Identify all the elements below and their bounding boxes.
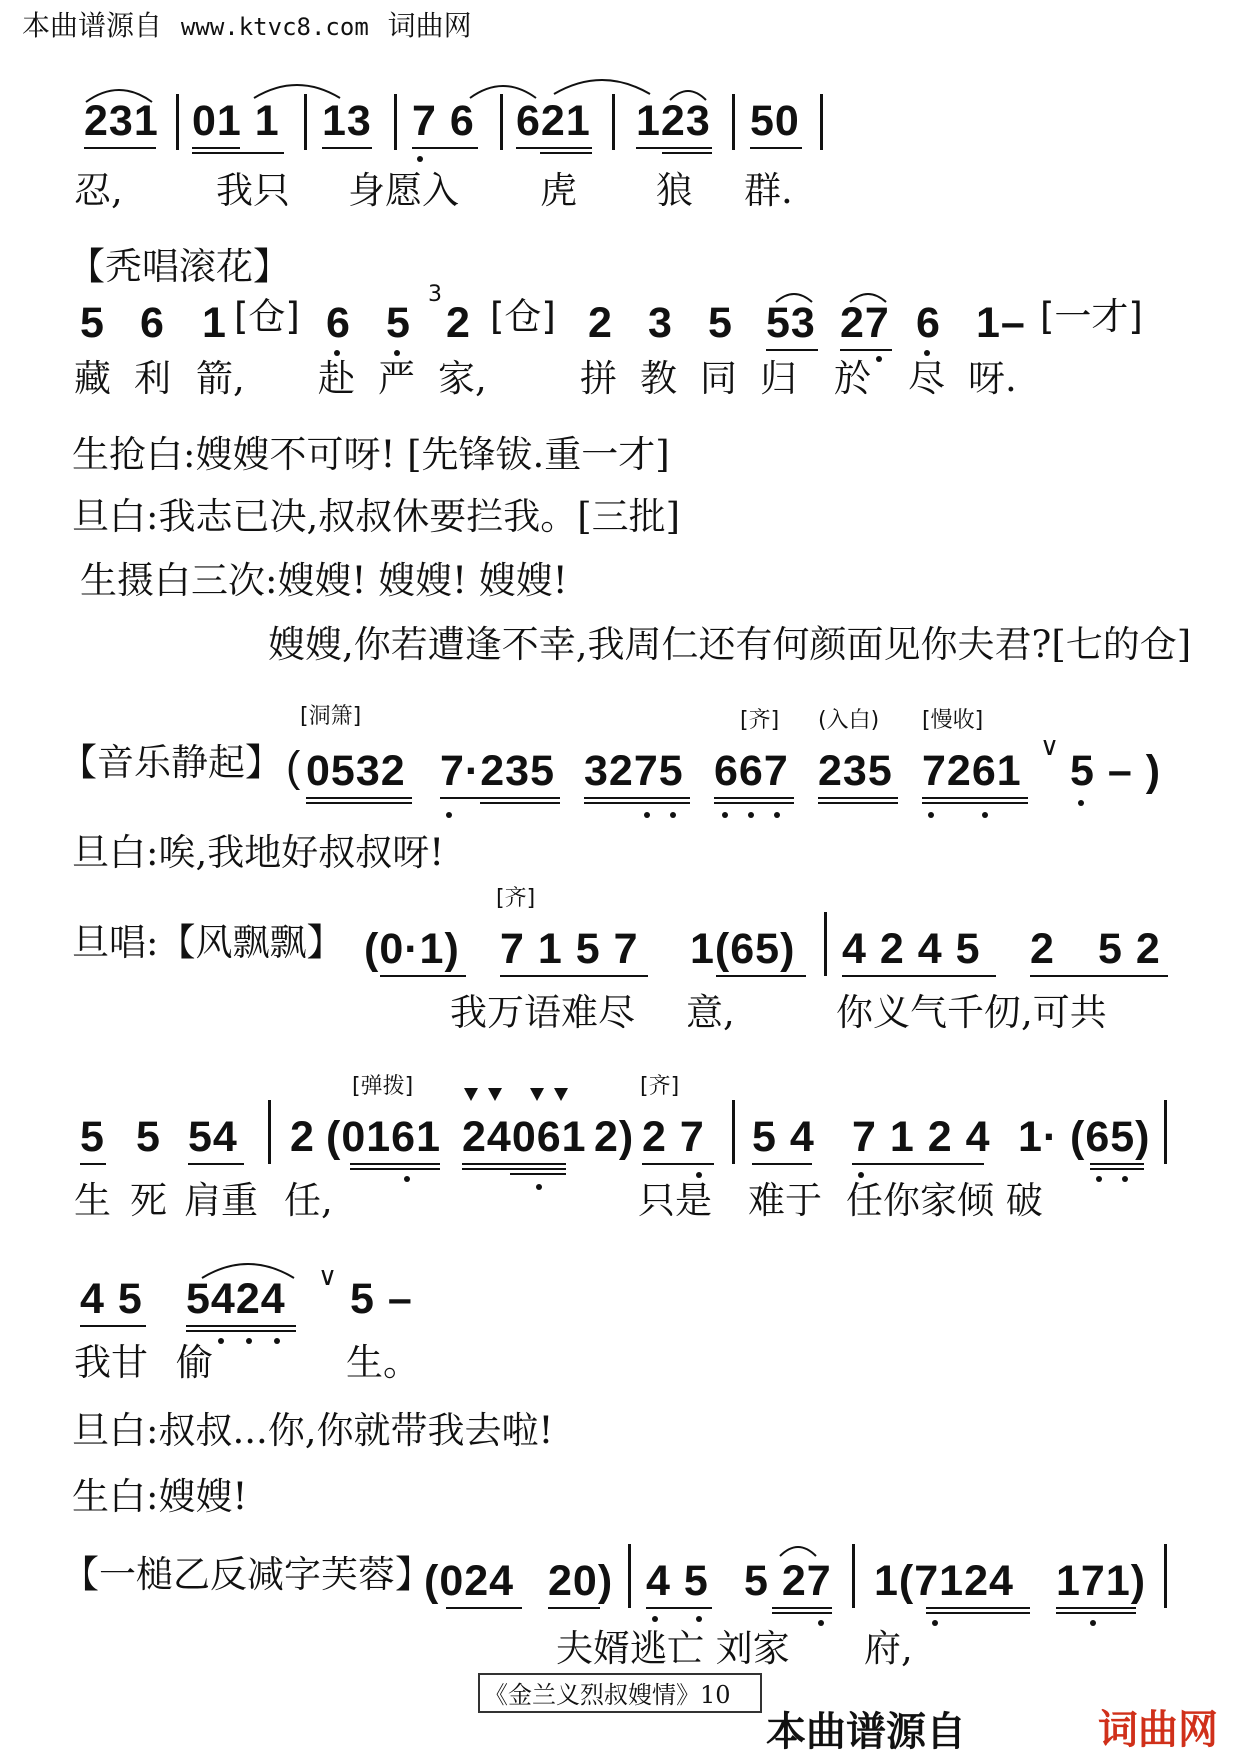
- beam: [1030, 975, 1168, 977]
- note-group: 54: [188, 1113, 238, 1161]
- note-group: 5 2: [1098, 925, 1161, 973]
- beam: [186, 1330, 296, 1332]
- lyric: 藏: [74, 357, 111, 400]
- barline: [824, 912, 827, 976]
- dialogue-line: 旦白:我志已决,叔叔休要拦我。[三批]: [72, 495, 681, 538]
- slur: [778, 1540, 818, 1558]
- low-dot: [1078, 800, 1084, 806]
- barline: [176, 94, 179, 150]
- beam: [714, 797, 794, 799]
- lyric: 呀.: [968, 357, 1017, 400]
- note-group: (024: [424, 1557, 515, 1605]
- percussion-mark: [一才]: [1040, 295, 1143, 338]
- beam: [80, 1325, 146, 1327]
- low-dot: [417, 156, 423, 162]
- low-dot: [652, 1616, 658, 1622]
- note-group: 7 1 5 7: [500, 925, 639, 973]
- beam: [646, 1607, 712, 1609]
- note-group: 235: [818, 747, 893, 795]
- beam: [446, 1607, 522, 1609]
- beam: [1056, 1612, 1136, 1614]
- instrument-mark: [弹拨]: [352, 1074, 414, 1099]
- section-title: 【音乐静起】: [60, 741, 282, 784]
- lyric: 府,: [864, 1627, 913, 1670]
- instrument-mark: [洞箫]: [300, 704, 362, 729]
- percussion-mark: [仓]: [234, 295, 300, 338]
- note-group: 27: [840, 299, 890, 347]
- low-dot: [924, 350, 930, 356]
- note: 1–: [976, 299, 1026, 347]
- lyric: 赴: [318, 357, 355, 400]
- section-title: 【秃唱滚花】: [68, 245, 290, 288]
- beam: [818, 802, 898, 804]
- beam: [852, 1163, 984, 1165]
- lyric: 生: [74, 1179, 111, 1222]
- accent-mark: [488, 1088, 502, 1101]
- beam: [306, 797, 412, 799]
- beam: [752, 1163, 812, 1165]
- note-group: 2 7: [642, 1113, 705, 1161]
- note-group: 0532: [306, 747, 406, 795]
- note-group: 01 1: [192, 97, 280, 145]
- low-dot: [818, 1620, 824, 1626]
- accent-mark: [464, 1088, 478, 1101]
- lyric: 我万语难尽: [450, 991, 635, 1034]
- beam: [922, 797, 1028, 799]
- lyric: 你义气千仞,可共: [836, 991, 1107, 1034]
- low-dot: [274, 1338, 280, 1344]
- accent-mark: [530, 1088, 544, 1101]
- beam: [192, 152, 284, 154]
- note-group: 1(65): [690, 925, 796, 973]
- dialogue-line: 生抢白:嫂嫂不可呀! [先锋钹.重一才]: [72, 433, 670, 476]
- low-dot: [858, 1172, 864, 1178]
- barline: [1164, 1544, 1167, 1608]
- beam: [926, 1612, 1030, 1614]
- lyric: 虎: [540, 169, 577, 212]
- beam: [186, 1325, 296, 1327]
- beam: [818, 797, 898, 799]
- low-dot: [404, 1176, 410, 1182]
- paren: (: [286, 743, 302, 791]
- lyric: 任,: [284, 1179, 333, 1222]
- section-label: 旦唱:【风飘飘】: [72, 921, 344, 964]
- barline: [628, 1544, 631, 1608]
- footer-book-title: 《金兰义烈叔嫂情》10: [484, 1681, 731, 1709]
- barline: [268, 1100, 271, 1164]
- lyric: 任你家倾 破: [846, 1179, 1043, 1222]
- low-dot: [774, 812, 780, 818]
- note-group: 5 –: [350, 1275, 413, 1323]
- note-group: 171): [1056, 1557, 1147, 1605]
- header-url[interactable]: www.ktvc8.com: [180, 13, 369, 41]
- note-group: 621: [516, 97, 591, 145]
- lyric: 同: [700, 357, 737, 400]
- beam: [750, 147, 802, 149]
- barline: [820, 94, 823, 150]
- lyric: 利: [134, 357, 171, 400]
- beam: [380, 975, 466, 977]
- low-dot: [670, 812, 676, 818]
- low-dot: [1122, 1176, 1128, 1182]
- lyric: 难于: [748, 1179, 822, 1222]
- note-group: 2): [594, 1113, 635, 1161]
- note-group: 4 2 4 5: [842, 925, 981, 973]
- lyric: 我只: [216, 169, 290, 212]
- instrument-mark: (入白): [818, 708, 880, 733]
- lyric: 拼: [580, 357, 617, 400]
- note: 2: [446, 299, 471, 347]
- note-group: 4 5: [646, 1557, 709, 1605]
- beam: [188, 1163, 244, 1165]
- dialogue-line: 生摄白三次:嫂嫂! 嫂嫂! 嫂嫂!: [80, 559, 568, 602]
- note-group: 24061: [462, 1113, 587, 1161]
- slur: [552, 72, 652, 96]
- beam: [842, 975, 996, 977]
- section-title: 【一槌乙反减字芙蓉】: [62, 1553, 432, 1596]
- barline: [732, 94, 735, 150]
- barline: [732, 1100, 735, 1164]
- lyric: 家,: [438, 357, 487, 400]
- beam: [662, 152, 712, 154]
- note: 2: [1030, 925, 1055, 973]
- low-dot: [1090, 1620, 1096, 1626]
- beam: [772, 1612, 832, 1614]
- instrument-mark: [齐]: [640, 1074, 680, 1099]
- note-group: 7 1 2 4: [852, 1113, 991, 1161]
- note-group: 3275: [584, 747, 684, 795]
- beam: [766, 349, 818, 351]
- watermark-text: 本曲谱源自: [766, 1709, 966, 1755]
- note-group: 1·: [1018, 1113, 1059, 1161]
- note-group: (0·1): [364, 925, 460, 973]
- note: 6: [916, 299, 941, 347]
- note: 6: [326, 299, 351, 347]
- low-dot: [928, 812, 934, 818]
- barline: [394, 94, 397, 150]
- low-dot: [748, 812, 754, 818]
- beam: [412, 147, 478, 149]
- beam: [510, 1173, 566, 1175]
- low-dot: [696, 1172, 702, 1178]
- dialogue-line: 生白:嫂嫂!: [72, 1475, 248, 1518]
- barline: [612, 94, 615, 150]
- note: 5: [80, 299, 105, 347]
- beam: [350, 1163, 440, 1165]
- low-dot: [696, 1616, 702, 1622]
- dialogue-line: 旦白:唉,我地好叔叔呀!: [72, 831, 445, 874]
- lyric: 严: [378, 357, 415, 400]
- low-dot: [644, 812, 650, 818]
- lyric: 身愿入: [348, 169, 459, 212]
- barline: [304, 94, 307, 150]
- instrument-mark: [齐]: [740, 708, 780, 733]
- note-group: 5 27: [744, 1557, 832, 1605]
- note: 5: [136, 1113, 161, 1161]
- note-group: (0161: [326, 1113, 441, 1161]
- barline: [852, 1544, 855, 1608]
- beam: [1090, 1163, 1144, 1165]
- low-dot: [334, 350, 340, 356]
- barline: [1164, 1100, 1167, 1164]
- note-group: 231: [84, 97, 159, 145]
- beam: [500, 975, 648, 977]
- note-group: 4 5: [80, 1275, 143, 1323]
- beam: [714, 802, 794, 804]
- lyric: 尽: [908, 357, 945, 400]
- note: 5: [708, 299, 733, 347]
- note-group: 5 – ): [1070, 747, 1162, 795]
- note-group: 13: [322, 97, 372, 145]
- beam: [922, 802, 1028, 804]
- lyric: 箭,: [196, 357, 245, 400]
- watermark-brand: 词曲网: [1098, 1707, 1218, 1753]
- note-group: (65): [1070, 1113, 1151, 1161]
- lyric: 群.: [744, 169, 793, 212]
- dialogue-line: 旦白:叔叔...你,你就带我去啦!: [72, 1409, 554, 1452]
- note: 6: [140, 299, 165, 347]
- note-group: 7 6: [412, 97, 475, 145]
- beam: [1056, 1607, 1136, 1609]
- low-dot: [246, 1338, 252, 1344]
- grace-note: 3: [428, 282, 442, 307]
- beam: [642, 1163, 714, 1165]
- low-dot: [982, 812, 988, 818]
- beam: [84, 147, 156, 149]
- low-dot: [536, 1184, 542, 1190]
- instrument-mark: [慢收]: [922, 708, 984, 733]
- beam: [480, 802, 560, 804]
- breath-mark: ∨: [1040, 732, 1060, 762]
- note: 2: [290, 1113, 315, 1161]
- low-dot: [218, 1338, 224, 1344]
- beam: [540, 152, 592, 154]
- lyric: 肩重: [184, 1179, 258, 1222]
- lyric: 夫婿逃亡 刘家: [556, 1627, 790, 1670]
- percussion-mark: [仓]: [490, 295, 556, 338]
- lyric: 我甘: [74, 1341, 148, 1384]
- beam: [306, 802, 412, 804]
- header-brand: 词曲网: [387, 9, 472, 42]
- beam: [840, 349, 892, 351]
- low-dot: [722, 812, 728, 818]
- lyric: 忍,: [74, 169, 123, 212]
- barline: [500, 94, 503, 150]
- note: 3: [648, 299, 673, 347]
- lyric: 只是: [638, 1179, 712, 1222]
- beam: [636, 147, 712, 149]
- beam: [1090, 1168, 1144, 1170]
- beam: [926, 1607, 1030, 1609]
- beam: [80, 1163, 106, 1165]
- note-group: 53: [766, 299, 816, 347]
- beam: [584, 802, 690, 804]
- note-group: 1(7124: [874, 1557, 1014, 1605]
- note-group: 667: [714, 747, 789, 795]
- breath-mark: ∨: [318, 1262, 338, 1292]
- beam: [516, 147, 592, 149]
- accent-mark: [554, 1088, 568, 1101]
- beam: [192, 147, 240, 149]
- lyric: 意,: [686, 991, 735, 1034]
- note-group: 123: [636, 97, 711, 145]
- note-group: 50: [750, 97, 800, 145]
- low-dot: [1096, 1176, 1102, 1182]
- lyric: 生。: [346, 1341, 420, 1384]
- beam: [440, 797, 560, 799]
- note-group: 7261: [922, 747, 1022, 795]
- header-site: 本曲谱源自: [22, 9, 163, 42]
- beam: [548, 1607, 600, 1609]
- instrument-mark: [齐]: [496, 886, 536, 911]
- note-group: 5 4: [752, 1113, 815, 1161]
- lyric: 偷: [176, 1341, 213, 1384]
- lyric: 於: [834, 357, 871, 400]
- note: 2: [588, 299, 613, 347]
- beam: [716, 975, 806, 977]
- lyric: 死: [130, 1179, 167, 1222]
- lyric: 教: [640, 357, 677, 400]
- note-group: 7·235: [440, 747, 555, 795]
- note: 5: [386, 299, 411, 347]
- lyric: 归: [760, 357, 797, 400]
- beam: [462, 1168, 566, 1170]
- beam: [584, 797, 690, 799]
- lyric: 狼: [656, 169, 693, 212]
- header-line: [22, 4, 472, 44]
- note: 1: [202, 299, 227, 347]
- low-dot: [394, 350, 400, 356]
- low-dot: [446, 812, 452, 818]
- dialogue-line: 嫂嫂,你若遭逢不幸,我周仁还有何颜面见你夫君?[七的仓]: [268, 623, 1192, 666]
- low-dot: [932, 1620, 938, 1626]
- note-group: 20): [548, 1557, 614, 1605]
- note-group: 5424: [186, 1275, 286, 1323]
- beam: [322, 147, 372, 149]
- beam: [350, 1168, 440, 1170]
- note: 5: [80, 1113, 105, 1161]
- low-dot: [876, 356, 882, 362]
- beam: [462, 1163, 566, 1165]
- beam: [772, 1607, 832, 1609]
